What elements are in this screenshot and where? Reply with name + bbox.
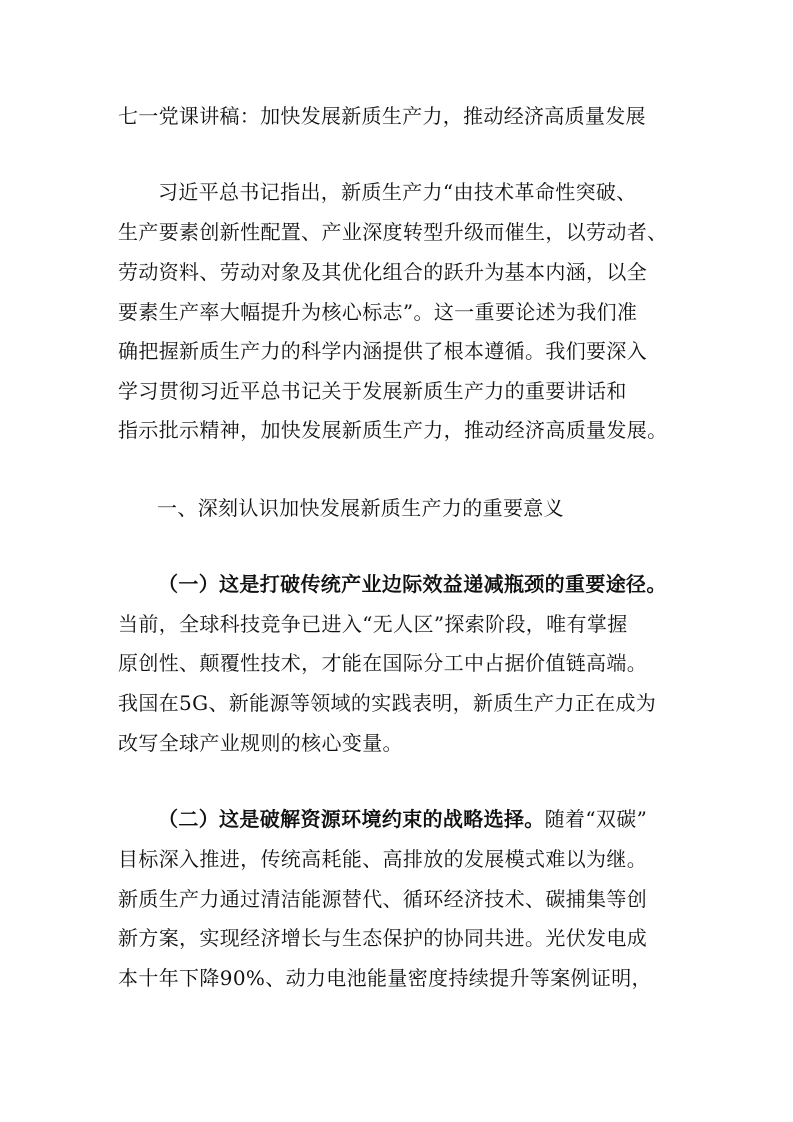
intro-line-4: 要素生产率大幅提升为核心标志”。这一重要论述为我们准 (118, 300, 638, 324)
point1-line-4: 改写全球产业规则的核心变量。 (118, 731, 403, 755)
point2-lead-line (158, 807, 647, 831)
point2-lead: （二）这是破解资源环境约束的战略选择。 (158, 807, 545, 831)
point2-line-4: 本十年下降90%、动力电池能量密度持续提升等案例证明， (118, 966, 652, 990)
intro-line-6: 学习贯彻习近平总书记关于发展新质生产力的重要讲话和 (118, 379, 627, 403)
point1-lead: （一）这是打破传统产业边际效益递减瓶颈的重要途径。 (158, 572, 667, 596)
intro-line-7: 指示批示精神，加快发展新质生产力，推动经济高质量发展。 (118, 418, 668, 442)
point2-line-1: 目标深入推进，传统高耗能、高排放的发展模式难以为继。 (118, 847, 648, 871)
point1-line-1: 当前，全球科技竞争已进入“无人区”探索阶段，唯有掌握 (118, 612, 628, 636)
intro-line-1: 习近平总书记指出，新质生产力“由技术革命性突破、 (158, 180, 637, 204)
point2-line-2: 新质生产力通过清洁能源替代、循环经济技术、碳捕集等创 (118, 887, 648, 911)
intro-line-2: 生产要素创新性配置、产业深度转型升级而催生，以劳动者、 (118, 220, 668, 244)
section-heading: 一、深刻认识加快发展新质生产力的重要意义 (157, 496, 564, 520)
point1-line-3: 我国在5G、新能源等领域的实践表明，新质生产力正在成为 (118, 691, 657, 715)
point1-line-2: 原创性、颠覆性技术，才能在国际分工中占据价值链高端。 (118, 651, 648, 675)
intro-line-3: 劳动资料、劳动对象及其优化组合的跃升为基本内涵，以全 (118, 260, 648, 284)
point2-line-3: 新方案，实现经济增长与生态保护的协同共进。光伏发电成 (118, 926, 648, 950)
document-title: 七一党课讲稿：加快发展新质生产力，推动经济高质量发展 (118, 104, 646, 128)
point2-lead-tail: 随着“双碳” (544, 807, 648, 831)
intro-line-5: 确把握新质生产力的科学内涵提供了根本遵循。我们要深入 (118, 339, 648, 363)
